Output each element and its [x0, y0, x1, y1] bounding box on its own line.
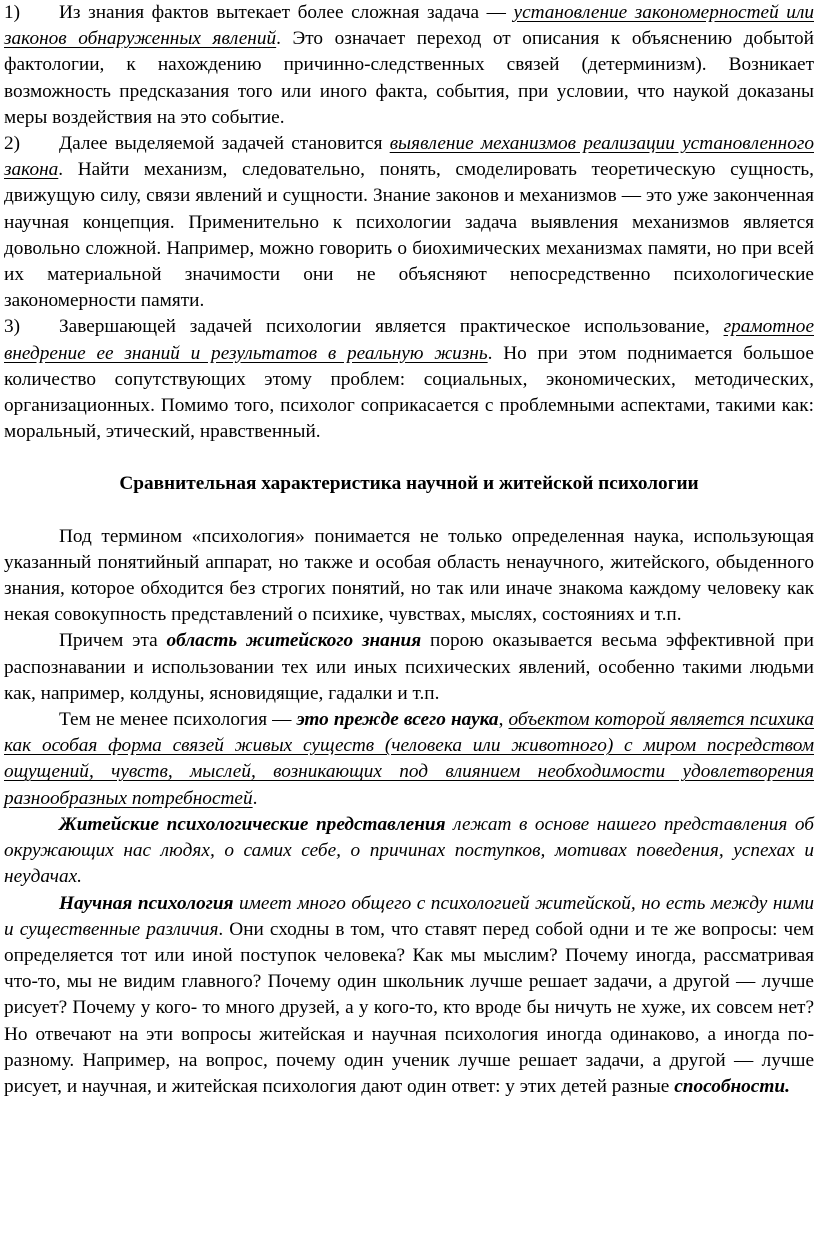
- paragraph-italic: имеет много общего с психологией житейской, но есть между ними и существенные различия: [4, 892, 814, 940]
- paragraph-text: порою оказывается весьма эффективной при распознавании и использовании тех или иных психических явлений, особенно такими людьми как, например, колдуны, ясновидящие, гадалки и т.п.: [4, 630, 815, 704]
- list-item-text: . Это означает переход от описания к объяснению добытой фактологии, к нахождению причинно-следственных связей (детерминизм). Возникает возможность предсказания того или иного факта, события, при условии, что наукой доказаны меры воздействия на это событие.: [4, 28, 815, 128]
- list-number: 3): [4, 316, 21, 338]
- paragraph-final-emphasis: способности.: [674, 1075, 790, 1097]
- paragraph-underlined: объектом которой является психика как особая форма связей живых существ (человека или животного) с миром посредством ощущений, чувств, мыслей, возникающих под влиянием необходимости удовлетворения разнообразных потребностей: [4, 709, 814, 809]
- paragraph-science: [4, 707, 814, 812]
- list-item-text: . Найти механизм, следовательно, понять, смоделировать теоретическую сущность, движущую силу, связи явлений и сущности. Знание законов и механизмов — это уже законченная научная концепция. Применительно к психологии задача выявления механизмов является довольно сложной. Например, можно говорить о биохимических механизмах памяти, но при всей их материальной значимости они не объясняют непосредственно психологические закономерности памяти.: [4, 159, 814, 312]
- list-item-emphasis: установление закономерностей или законов обнаруженных явлений: [4, 2, 814, 50]
- list-number: 2): [4, 133, 21, 155]
- list-item-3: [4, 314, 814, 445]
- paragraph-term: [4, 524, 814, 629]
- paragraph-lead: Тем не менее психология —: [59, 709, 297, 731]
- list-item-lead: Завершающей задачей психологии является практическое использование,: [59, 316, 724, 338]
- list-item-text: . Но при этом поднимается большое количество сопутствующих этому проблем: социальных, экономических, методических, организационных. Помимо того, психолог соприкасается с проблемными аспектами, такими как: моральный, этический, нравственный.: [4, 342, 814, 443]
- list-item-emphasis: выявление механизмов реализации установленного закона: [4, 133, 814, 181]
- list-number: 1): [4, 2, 21, 23]
- list-item-lead: Из знания фактов вытекает более сложная задача —: [59, 2, 514, 23]
- list-item-1: [4, 0, 814, 131]
- paragraph-tail: .: [252, 787, 258, 809]
- paragraph-scientific-psychology: [4, 891, 814, 1101]
- paragraph-comma: ,: [498, 709, 509, 731]
- paragraph-everyday-knowledge: [4, 628, 814, 707]
- paragraph-emphasis: Научная психология: [59, 892, 234, 914]
- paragraph-text: лежат в основе нашего представления об окружающих нас людях, о самих себе, о причинах поступков, мотивах поведения, успехах и неудачах.: [4, 813, 814, 888]
- paragraph-emphasis: Житейские психологические представления: [59, 813, 446, 835]
- paragraph-emphasis: область житейского знания: [166, 630, 422, 652]
- list-item-emphasis: грамотное внедрение ее знаний и результатов в реальную жизнь: [4, 316, 814, 364]
- list-item-lead: Далее выделяемой задачей становится: [59, 133, 390, 155]
- paragraph-emphasis: это прежде всего наука: [296, 709, 499, 731]
- paragraph-text: Под термином «психология» понимается не только определенная наука, использующая указанный понятийный аппарат, но также и особая область ненаучного, житейского, обыденного знания, которое обходится без строгих понятий, но так или иначе знакома каждому человеку как некая совокупность представлений о психике, чувствах, мыслях, состояниях и т.п.: [4, 525, 814, 626]
- paragraph-lead: Причем эта: [59, 630, 167, 652]
- section-heading: Сравнительная характеристика научной и житейской психологии: [119, 473, 699, 495]
- paragraph-text: . Они сходны в том, что ставят перед собой одни и те же вопросы: чем определяется тот или иной поступок человека? Как мы мыслим? Почему иногда, рассматривая что-то, мы не видим главного? Почему один школьник лучше решает задачи, а другой — лучше рисует? Почему у кого- то много друзей, а у кого-то, кто вроде бы ничуть не хуже, их совсем нет? Но отвечают на эти вопросы житейская и научная психология иногда одинаково, а иногда по-разному. Например, на вопрос, почему один ученик лучше решает задачи, а другой — лучше рисует, и научная, и житейская психология дают один ответ: у этих детей разные: [4, 918, 814, 1097]
- list-item-2: [4, 131, 814, 314]
- paragraph-everyday-representations: [4, 812, 814, 891]
